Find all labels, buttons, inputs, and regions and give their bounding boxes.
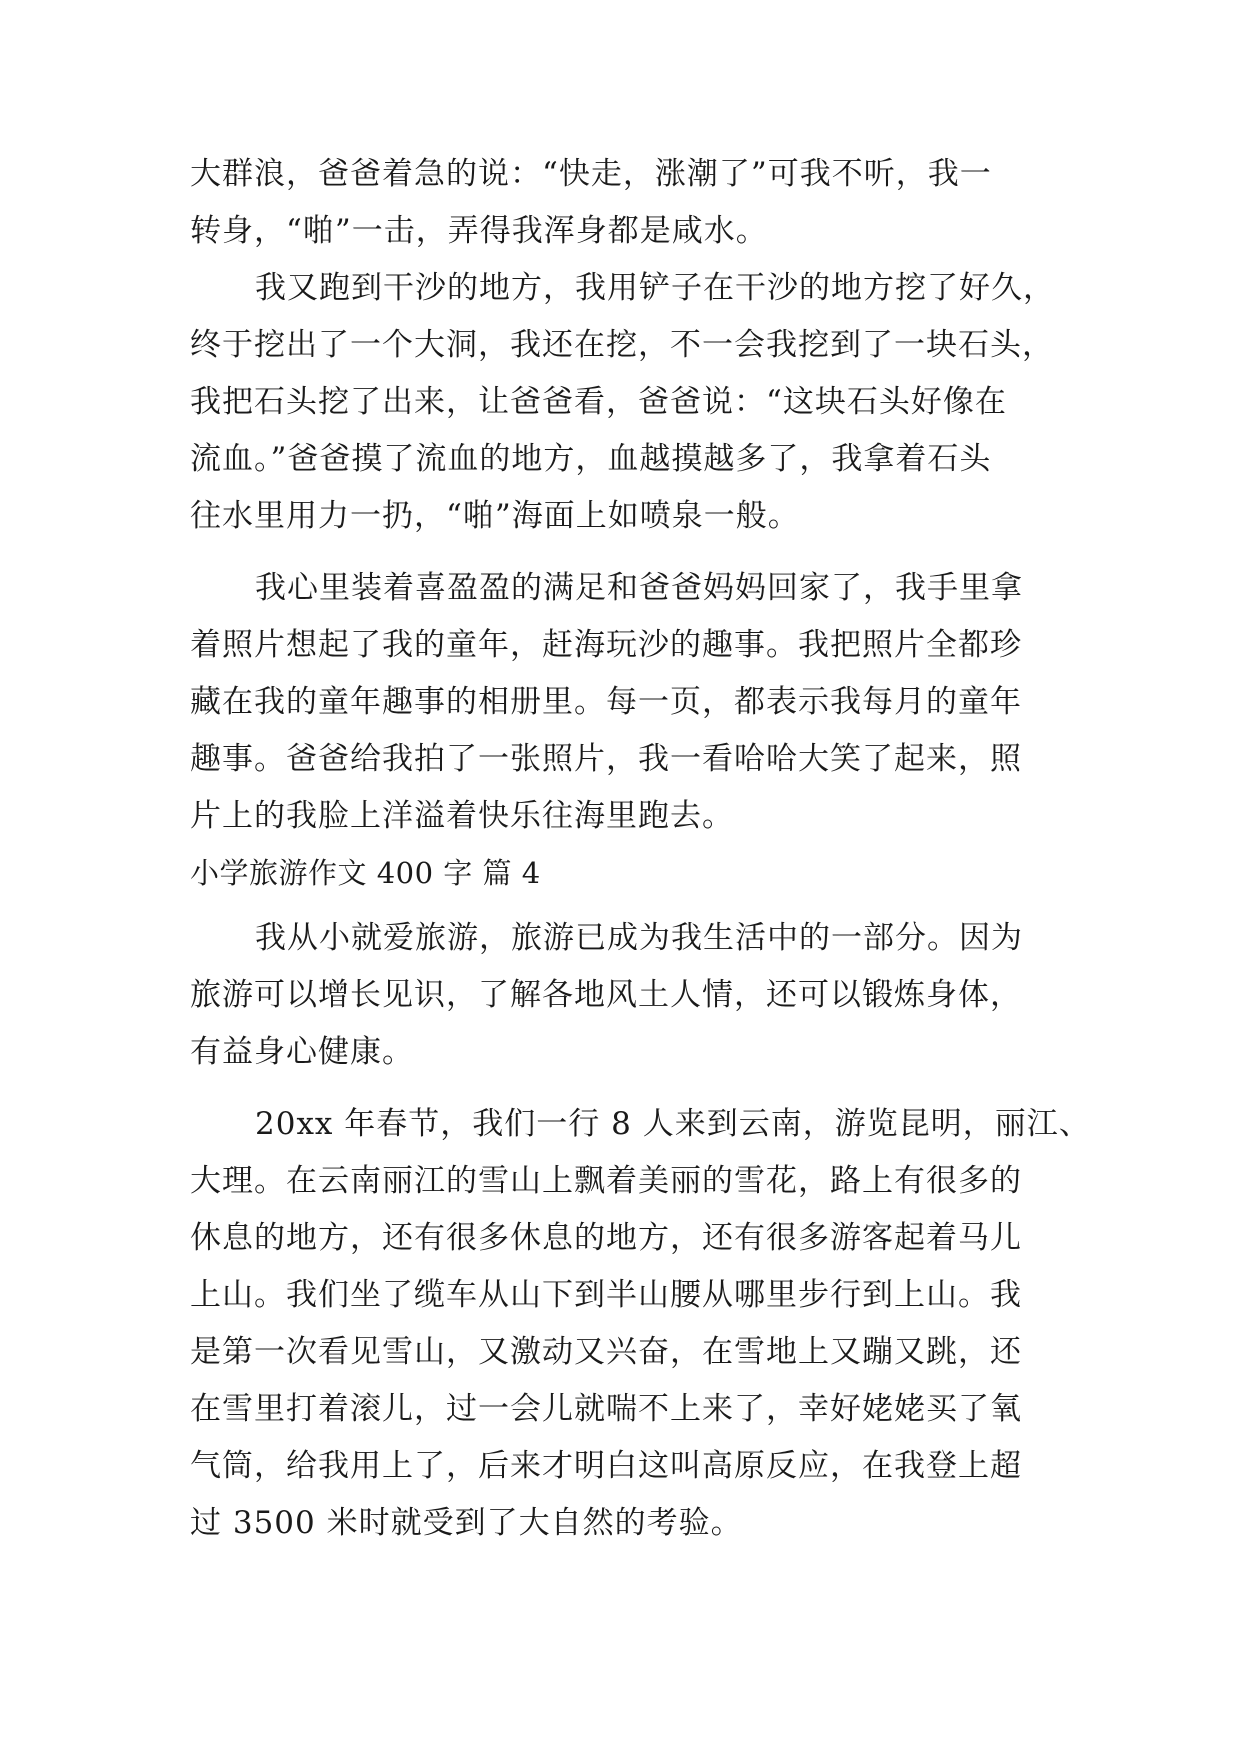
- paragraph-2-line-2: 终于挖出了一个大洞，我还在挖，不一会我挖到了一块石头，: [190, 327, 1054, 363]
- paragraph-4-line-3: 有益身心健康。: [190, 1034, 414, 1070]
- paragraph-2-line-1: 我又跑到干沙的地方，我用铲子在干沙的地方挖了好久，: [255, 270, 1055, 306]
- paragraph-3-line-5: 片上的我脸上洋溢着快乐往海里跑去。: [190, 798, 734, 834]
- paragraph-3-line-1: 我心里装着喜盈盈的满足和爸爸妈妈回家了，我手里拿: [255, 570, 1023, 606]
- paragraph-2-line-3: 我把石头挖了出来，让爸爸看，爸爸说：“这块石头好像在: [190, 384, 1007, 420]
- paragraph-5-line-8: 过 3500 米时就受到了大自然的考验。: [190, 1505, 743, 1541]
- paragraph-1-line-1: 大群浪，爸爸着急的说：“快走，涨潮了”可我不听，我一: [190, 156, 992, 192]
- paragraph-5-line-2: 大理。在云南丽江的雪山上飘着美丽的雪花，路上有很多的: [190, 1163, 1022, 1199]
- paragraph-2-line-5: 往水里用力一扔，“啪”海面上如喷泉一般。: [190, 498, 800, 534]
- paragraph-5-line-5: 是第一次看见雪山，又激动又兴奋，在雪地上又蹦又跳，还: [190, 1334, 1022, 1370]
- paragraph-2-line-4: 流血。”爸爸摸了流血的地方，血越摸越多了，我拿着石头: [190, 441, 992, 477]
- paragraph-5-line-7: 气筒，给我用上了，后来才明白这叫高原反应，在我登上超: [190, 1448, 1022, 1484]
- paragraph-4-line-2: 旅游可以增长见识，了解各地风土人情，还可以锻炼身体，: [190, 977, 1022, 1013]
- paragraph-3-line-2: 着照片想起了我的童年，赶海玩沙的趣事。我把照片全都珍: [190, 627, 1022, 663]
- paragraph-5-line-6: 在雪里打着滚儿，过一会儿就喘不上来了，幸好姥姥买了氧: [190, 1391, 1022, 1427]
- section-heading: 小学旅游作文 400 字 篇 4: [190, 856, 541, 890]
- paragraph-5-line-3: 休息的地方，还有很多休息的地方，还有很多游客起着马儿: [190, 1220, 1022, 1256]
- paragraph-4-line-1: 我从小就爱旅游，旅游已成为我生活中的一部分。因为: [255, 920, 1023, 956]
- paragraph-5-line-1: 20xx 年春节，我们一行 8 人来到云南，游览昆明，丽江、: [255, 1106, 1091, 1142]
- paragraph-3-line-3: 藏在我的童年趣事的相册里。每一页，都表示我每月的童年: [190, 684, 1022, 720]
- paragraph-5-line-4: 上山。我们坐了缆车从山下到半山腰从哪里步行到上山。我: [190, 1277, 1022, 1313]
- paragraph-3-line-4: 趣事。爸爸给我拍了一张照片，我一看哈哈大笑了起来，照: [190, 741, 1022, 777]
- paragraph-1-line-2: 转身，“啪”一击，弄得我浑身都是咸水。: [190, 213, 768, 249]
